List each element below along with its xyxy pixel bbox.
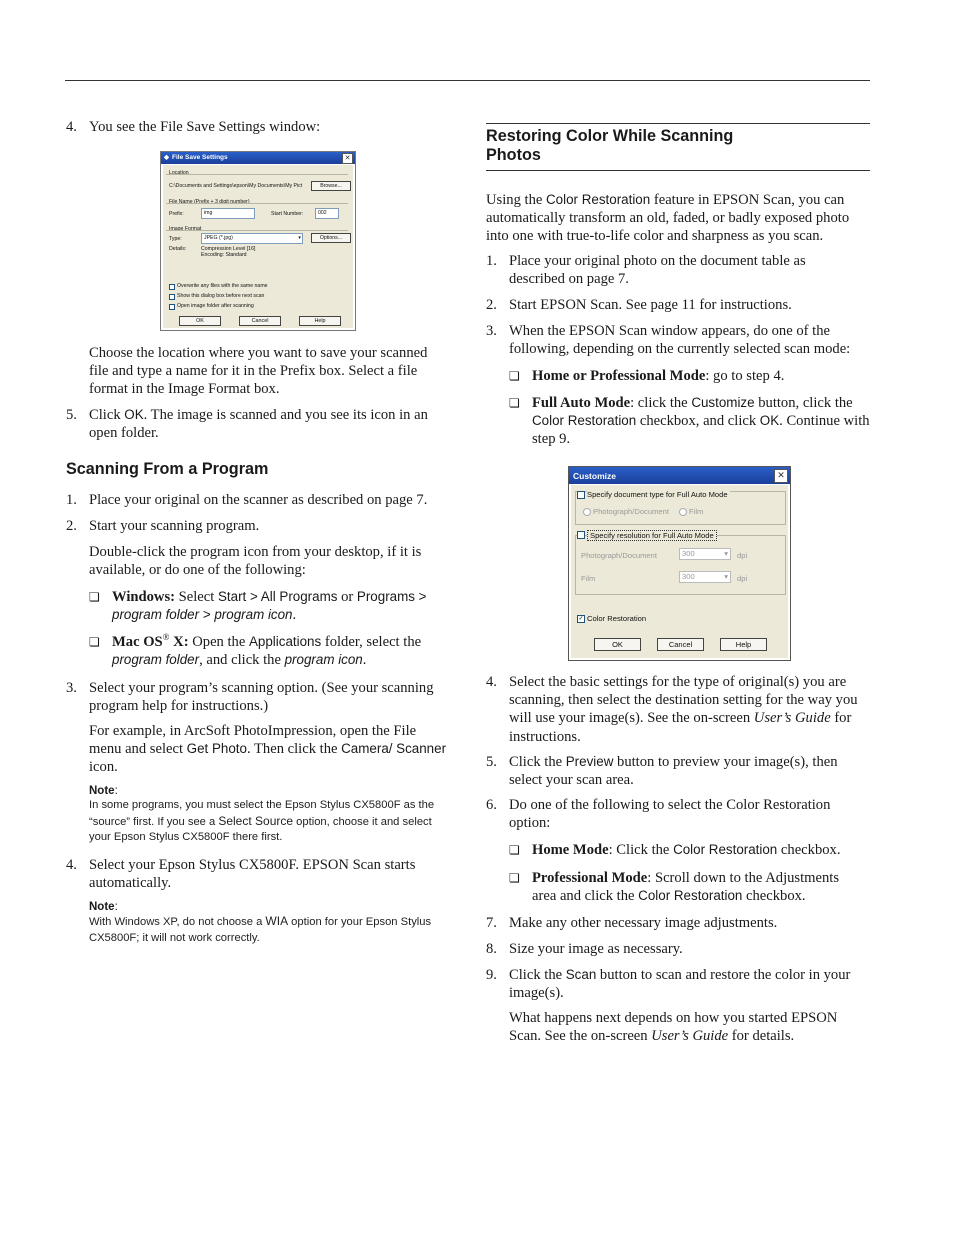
help-button[interactable]: Help (720, 638, 767, 651)
start-number-stepper[interactable]: 002 (315, 208, 339, 219)
radio-film-label: Film (689, 507, 704, 516)
overwrite-label: Overwrite any files with the same name (177, 283, 268, 289)
step-text: Size your image as necessary. (509, 941, 683, 957)
step-number: 8. (486, 941, 497, 957)
home-professional-bullet: Home or Professional Mode: go to step 4. (532, 368, 785, 384)
image-format-group (166, 230, 348, 232)
open-folder-label: Open image folder after scanning (177, 303, 254, 309)
home-mode-bullet: Home Mode: Click the Color Restoration checkbox. (532, 842, 841, 858)
file-save-settings-dialog (160, 151, 356, 331)
header-rule (65, 80, 870, 81)
photo-res-select[interactable]: 300 ▾ (679, 548, 731, 560)
help-button[interactable]: Help (299, 316, 341, 326)
color-restoration-checkbox[interactable]: ✓ (578, 616, 584, 622)
resolution-checkbox[interactable] (577, 531, 585, 539)
open-folder-checkbox[interactable] (169, 304, 175, 310)
film-res-select[interactable]: 300 ▾ (679, 571, 731, 583)
prefix-label: Prefix: (169, 211, 184, 217)
overwrite-checkbox[interactable] (169, 284, 175, 290)
filename-group (166, 203, 348, 205)
section-heading: Restoring Color While Scanning Photos (486, 127, 734, 164)
color-restoration-label: Color Restoration (587, 614, 647, 623)
bullet-icon: ❏ (509, 843, 520, 857)
step-text: Place your original photo on the document table as described on page 7. (509, 253, 806, 288)
scanner-icon: ◆ (164, 154, 169, 161)
step-text: Click the Preview button to preview your image(s), then select your scan area. (509, 754, 838, 789)
close-icon[interactable]: ✕ (774, 469, 788, 483)
start-number-label: Start Number: (271, 211, 304, 217)
location-path: C:\Documents and Settings\epson\My Documents\My Pict (169, 183, 303, 189)
options-button[interactable]: Options... (311, 233, 351, 243)
filename-label: File Name (Prefix + 3 digit number) (169, 199, 250, 205)
step-number: 4. (486, 674, 497, 690)
bullet-icon: ❏ (509, 871, 520, 885)
ok-button[interactable]: OK (179, 316, 221, 326)
film-res-label: Film (581, 574, 596, 583)
bullet-icon: ❏ (89, 635, 100, 649)
cancel-button[interactable]: Cancel (657, 638, 704, 651)
dialog-title: Customize (573, 471, 616, 481)
note-label: Note: (89, 901, 118, 913)
bullet-icon: ❏ (509, 369, 520, 383)
resolution-label: Specify resolution for Full Auto Mode (587, 530, 717, 541)
step-number: 1. (66, 492, 77, 508)
example-paragraph: For example, in ArcSoft PhotoImpression, open the File menu and select Get Photo. Then click the Camera/ Scanner icon. (89, 723, 447, 776)
step-number: 9. (486, 967, 497, 983)
what-happens-paragraph: What happens next depends on how you started EPSON Scan. See the on-screen User’s Guide for details. (509, 1010, 838, 1045)
doc-type-label: Specify document type for Full Auto Mode (587, 490, 728, 499)
step-number: 2. (66, 518, 77, 534)
close-icon[interactable]: ✕ (342, 153, 353, 164)
step-number: 7. (486, 915, 497, 931)
step-number: 6. (486, 797, 497, 813)
choose-location-paragraph: Choose the location where you want to save your scanned file and type a name for it in the Prefix box. Select a file format in the Image Format box. (89, 345, 428, 398)
prefix-input[interactable]: img (201, 208, 255, 219)
chevron-down-icon: ▾ (724, 549, 728, 558)
double-click-paragraph: Double-click the program icon from your desktop, if it is available, or do one of the following: (89, 544, 422, 579)
step-text: Do one of the following to select the Color Restoration option: (509, 797, 831, 832)
note-label: Note: (89, 785, 118, 797)
section-heading: Scanning From a Program (66, 460, 269, 478)
step-text: Start EPSON Scan. See page 11 for instructions. (509, 297, 792, 313)
resolution-group (575, 535, 786, 595)
photo-res-label: Photograph/Document (581, 551, 657, 560)
windows-bullet: Windows: Select Start > All Programs or Programs > program folder > program icon. (112, 589, 427, 624)
heading-rule-top (486, 123, 870, 124)
unit-label: dpi (737, 574, 748, 583)
step-text: You see the File Save Settings window: (89, 119, 321, 135)
step-number: 3. (66, 680, 77, 696)
unit-label: dpi (737, 551, 748, 560)
chevron-down-icon: ▾ (298, 235, 301, 241)
details-line2: Encoding: Standard (201, 252, 247, 258)
step-number: 4. (66, 119, 77, 135)
ok-button[interactable]: OK (594, 638, 641, 651)
step-text: Place your original on the scanner as described on page 7. (89, 492, 428, 508)
customize-dialog (568, 466, 791, 661)
radio-film[interactable] (679, 508, 687, 516)
professional-mode-bullet: Professional Mode: Scroll down to the Adjustments area and click the Color Restoration checkbox. (532, 870, 840, 905)
step-text: When the EPSON Scan window appears, do one of the following, depending on the currently selected scan mode: (509, 323, 851, 358)
step-number: 1. (486, 253, 497, 269)
chevron-down-icon: ▾ (724, 572, 728, 581)
bullet-icon: ❏ (89, 590, 100, 604)
mac-bullet: Mac OS® X: Open the Applications folder, select the program folder, and click the program icon. (112, 632, 422, 669)
step-number: 3. (486, 323, 497, 339)
step-number: 5. (486, 754, 497, 770)
note-text: In some programs, you must select the Epson Stylus CX5800F as the “source” first. If you see a Select Source option, choose it and select your Epson Stylus CX5800F there first. (89, 799, 435, 843)
step-text: Select the basic settings for the type of original(s) you are scanning, then select the destination setting for the way you will use your image(s). See the on-screen User’s Guide for instructions. (509, 674, 858, 745)
step-number: 5. (66, 407, 77, 423)
doc-type-checkbox[interactable] (577, 491, 585, 499)
image-format-label: Image Format (169, 226, 202, 232)
step-text: Select your Epson Stylus CX5800F. EPSON Scan starts automatically. (89, 857, 416, 892)
step-text: Click OK. The image is scanned and you see its icon in an open folder. (89, 407, 428, 442)
location-label: Location (169, 170, 189, 176)
step-text: Make any other necessary image adjustments. (509, 915, 778, 931)
details-label: Details: (169, 246, 187, 252)
radio-photo-label: Photograph/Document (593, 507, 669, 516)
show-dialog-checkbox[interactable] (169, 294, 175, 300)
intro-paragraph: Using the Color Restoration feature in EPSON Scan, you can automatically transform an old, faded, or badly exposed photo into one with true-to-life color and sharpness as you scan. (486, 192, 850, 245)
browse-button[interactable]: Browse... (311, 181, 351, 191)
dialog-title: File Save Settings (172, 154, 228, 161)
full-auto-bullet: Full Auto Mode: click the Customize button, click the Color Restoration checkbox, and click OK. Continue with step 9. (532, 395, 870, 448)
step-text: Click the Scan button to scan and restore the color in your image(s). (509, 967, 851, 1002)
note-text: With Windows XP, do not choose a WIA option for your Epson Stylus CX5800F; it will not work correctly. (89, 914, 432, 944)
bullet-icon: ❏ (509, 396, 520, 410)
type-label: Type: (169, 236, 182, 242)
heading-rule-bottom (486, 170, 870, 171)
type-select[interactable]: JPEG (*.jpg) ▾ (201, 233, 303, 244)
cancel-button[interactable]: Cancel (239, 316, 281, 326)
step-text: Start your scanning program. (89, 518, 260, 534)
step-number: 2. (486, 297, 497, 313)
radio-photo[interactable] (583, 508, 591, 516)
step-number: 4. (66, 857, 77, 873)
details-line1: Compression Level [16] (201, 246, 256, 252)
step-text: Select your program’s scanning option. (See your scanning program help for instructions.) (89, 680, 434, 715)
show-dialog-label: Show this dialog box before next scan (177, 293, 265, 299)
